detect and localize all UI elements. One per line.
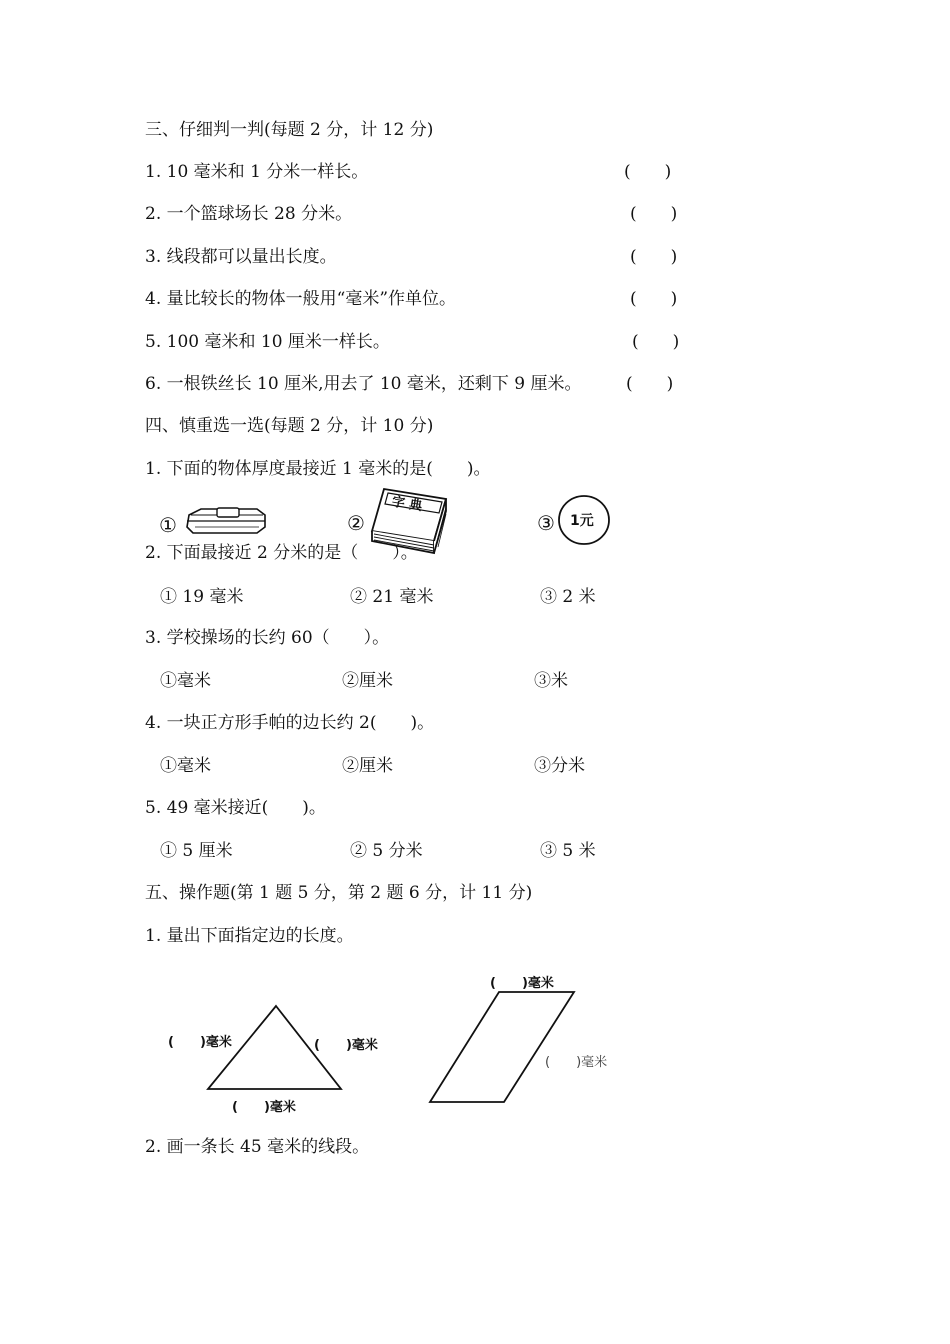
choice-question-5: 5. 49 毫米接近( )。	[145, 798, 326, 818]
operation-question-1: 1. 量出下面指定边的长度。	[145, 926, 354, 946]
section4-title: 四、慎重选一选(每题 2 分，计 10 分)	[145, 416, 434, 436]
q2-option-1[interactable]: ① 19 毫米	[160, 587, 244, 607]
judge-item-2: 2. 一个篮球场长 28 分米。	[145, 204, 353, 224]
answer-blank-2[interactable]: ( )	[630, 204, 678, 224]
choice-question-4: 4. 一块正方形手帕的边长约 2( )。	[145, 713, 435, 733]
choice-question-1: 1. 下面的物体厚度最接近 1 毫米的是( )。	[145, 459, 491, 479]
judge-item-4: 4. 量比较长的物体一般用“毫米”作单位。	[145, 289, 457, 309]
parallelogram-top-label[interactable]: ( )毫米	[490, 976, 554, 991]
option-marker-2: ②	[347, 511, 365, 535]
answer-blank-3[interactable]: ( )	[630, 247, 678, 267]
q5-option-3[interactable]: ③ 5 米	[540, 841, 596, 861]
choice-question-2: 2. 下面最接近 2 分米的是（ ）。	[145, 543, 418, 563]
q4-option-2[interactable]: ②厘米	[342, 756, 393, 776]
answer-blank-5[interactable]: ( )	[632, 332, 680, 352]
q3-option-3[interactable]: ③米	[534, 671, 568, 691]
triangle-right-side-label[interactable]: ( )毫米	[314, 1038, 378, 1053]
option-marker-3: ③	[537, 511, 555, 535]
option-marker-1: ①	[159, 513, 177, 537]
q4-option-3[interactable]: ③分米	[534, 756, 585, 776]
dictionary-label: 字 典	[390, 494, 424, 515]
q3-option-1[interactable]: ①毫米	[160, 671, 211, 691]
triangle-base-label[interactable]: ( )毫米	[232, 1100, 296, 1115]
q5-option-1[interactable]: ① 5 厘米	[160, 841, 233, 861]
q3-option-2[interactable]: ②厘米	[342, 671, 393, 691]
operation-question-2: 2. 画一条长 45 毫米的线段。	[145, 1137, 370, 1157]
parallelogram-shape	[428, 988, 578, 1106]
q2-option-3[interactable]: ③ 2 米	[540, 587, 596, 607]
pencil-case-icon	[183, 505, 269, 535]
judge-item-5: 5. 100 毫米和 10 厘米一样长。	[145, 332, 390, 352]
judge-item-1: 1. 10 毫米和 1 分米一样长。	[145, 162, 369, 182]
parallelogram-side-label[interactable]: ( )毫米	[545, 1055, 608, 1070]
choice-question-3: 3. 学校操场的长约 60（ ）。	[145, 628, 390, 648]
judge-item-3: 3. 线段都可以量出长度。	[145, 247, 337, 267]
triangle-left-side-label[interactable]: ( )毫米	[168, 1035, 232, 1050]
judge-item-6: 6. 一根铁丝长 10 厘米,用去了 10 毫米，还剩下 9 厘米。	[145, 374, 582, 394]
answer-blank-6[interactable]: ( )	[626, 374, 674, 394]
q2-option-2[interactable]: ② 21 毫米	[350, 587, 434, 607]
q4-option-1[interactable]: ①毫米	[160, 756, 211, 776]
answer-blank-1[interactable]: ( )	[624, 162, 672, 182]
coin-label: 1元	[570, 513, 594, 529]
section5-title: 五、操作题(第 1 题 5 分，第 2 题 6 分，计 11 分)	[145, 883, 533, 903]
section3-title: 三、仔细判一判(每题 2 分，计 12 分)	[145, 120, 434, 140]
answer-blank-4[interactable]: ( )	[630, 289, 678, 309]
q5-option-2[interactable]: ② 5 分米	[350, 841, 423, 861]
